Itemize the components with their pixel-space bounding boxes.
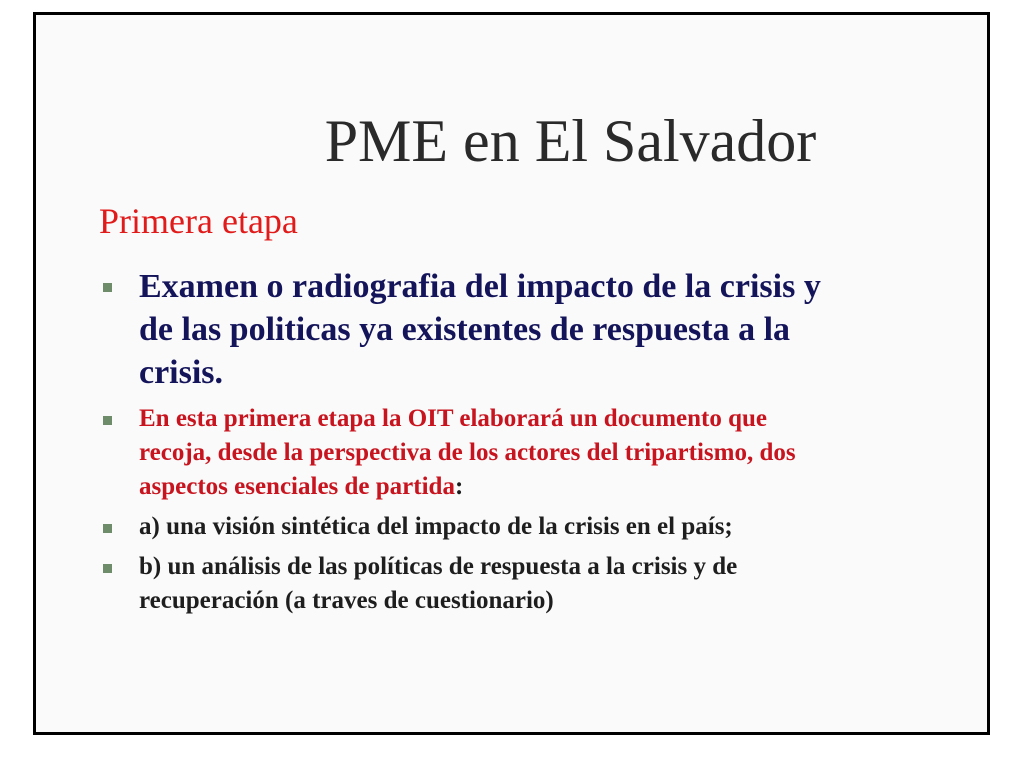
bullet-list (99, 265, 990, 624)
square-bullet-icon (103, 524, 112, 533)
bullet-line: recoja, desde la perspectiva de los actores del tripartismo, dos (139, 439, 796, 466)
bullet-line: a) una visión sintética del impacto de la crisis en el país; (139, 513, 733, 540)
bullet-line-with-colon (139, 470, 990, 504)
bullet-line: Examen o radiografia del impacto de la crisis y (139, 268, 821, 305)
bullet-line: En esta primera etapa la OIT elaborará un documento que (139, 405, 768, 432)
bullet-line-text: aspectos esenciales de partida (139, 473, 455, 500)
bullet-line: recuperación (a traves de cuestionario) (139, 587, 554, 614)
slide-frame (33, 12, 990, 735)
bullet-item-primera-etapa-oit (99, 402, 990, 504)
bullet-colon: : (454, 473, 464, 500)
slide-title: PME en El Salvador (324, 108, 817, 174)
bullet-line: b) un análisis de las políticas de respuesta a la crisis y de (139, 553, 738, 580)
square-bullet-icon (103, 416, 112, 425)
bullet-item-examen (99, 265, 990, 394)
slide-subtitle: Primera etapa (99, 201, 298, 241)
square-bullet-icon (103, 283, 112, 292)
bullet-item-vision-sintetica (99, 510, 990, 544)
square-bullet-icon (103, 564, 112, 573)
bullet-line: crisis. (139, 354, 224, 391)
bullet-item-analisis-politicas (99, 550, 990, 618)
bullet-line: de las politicas ya existentes de respuesta a la (139, 311, 791, 348)
